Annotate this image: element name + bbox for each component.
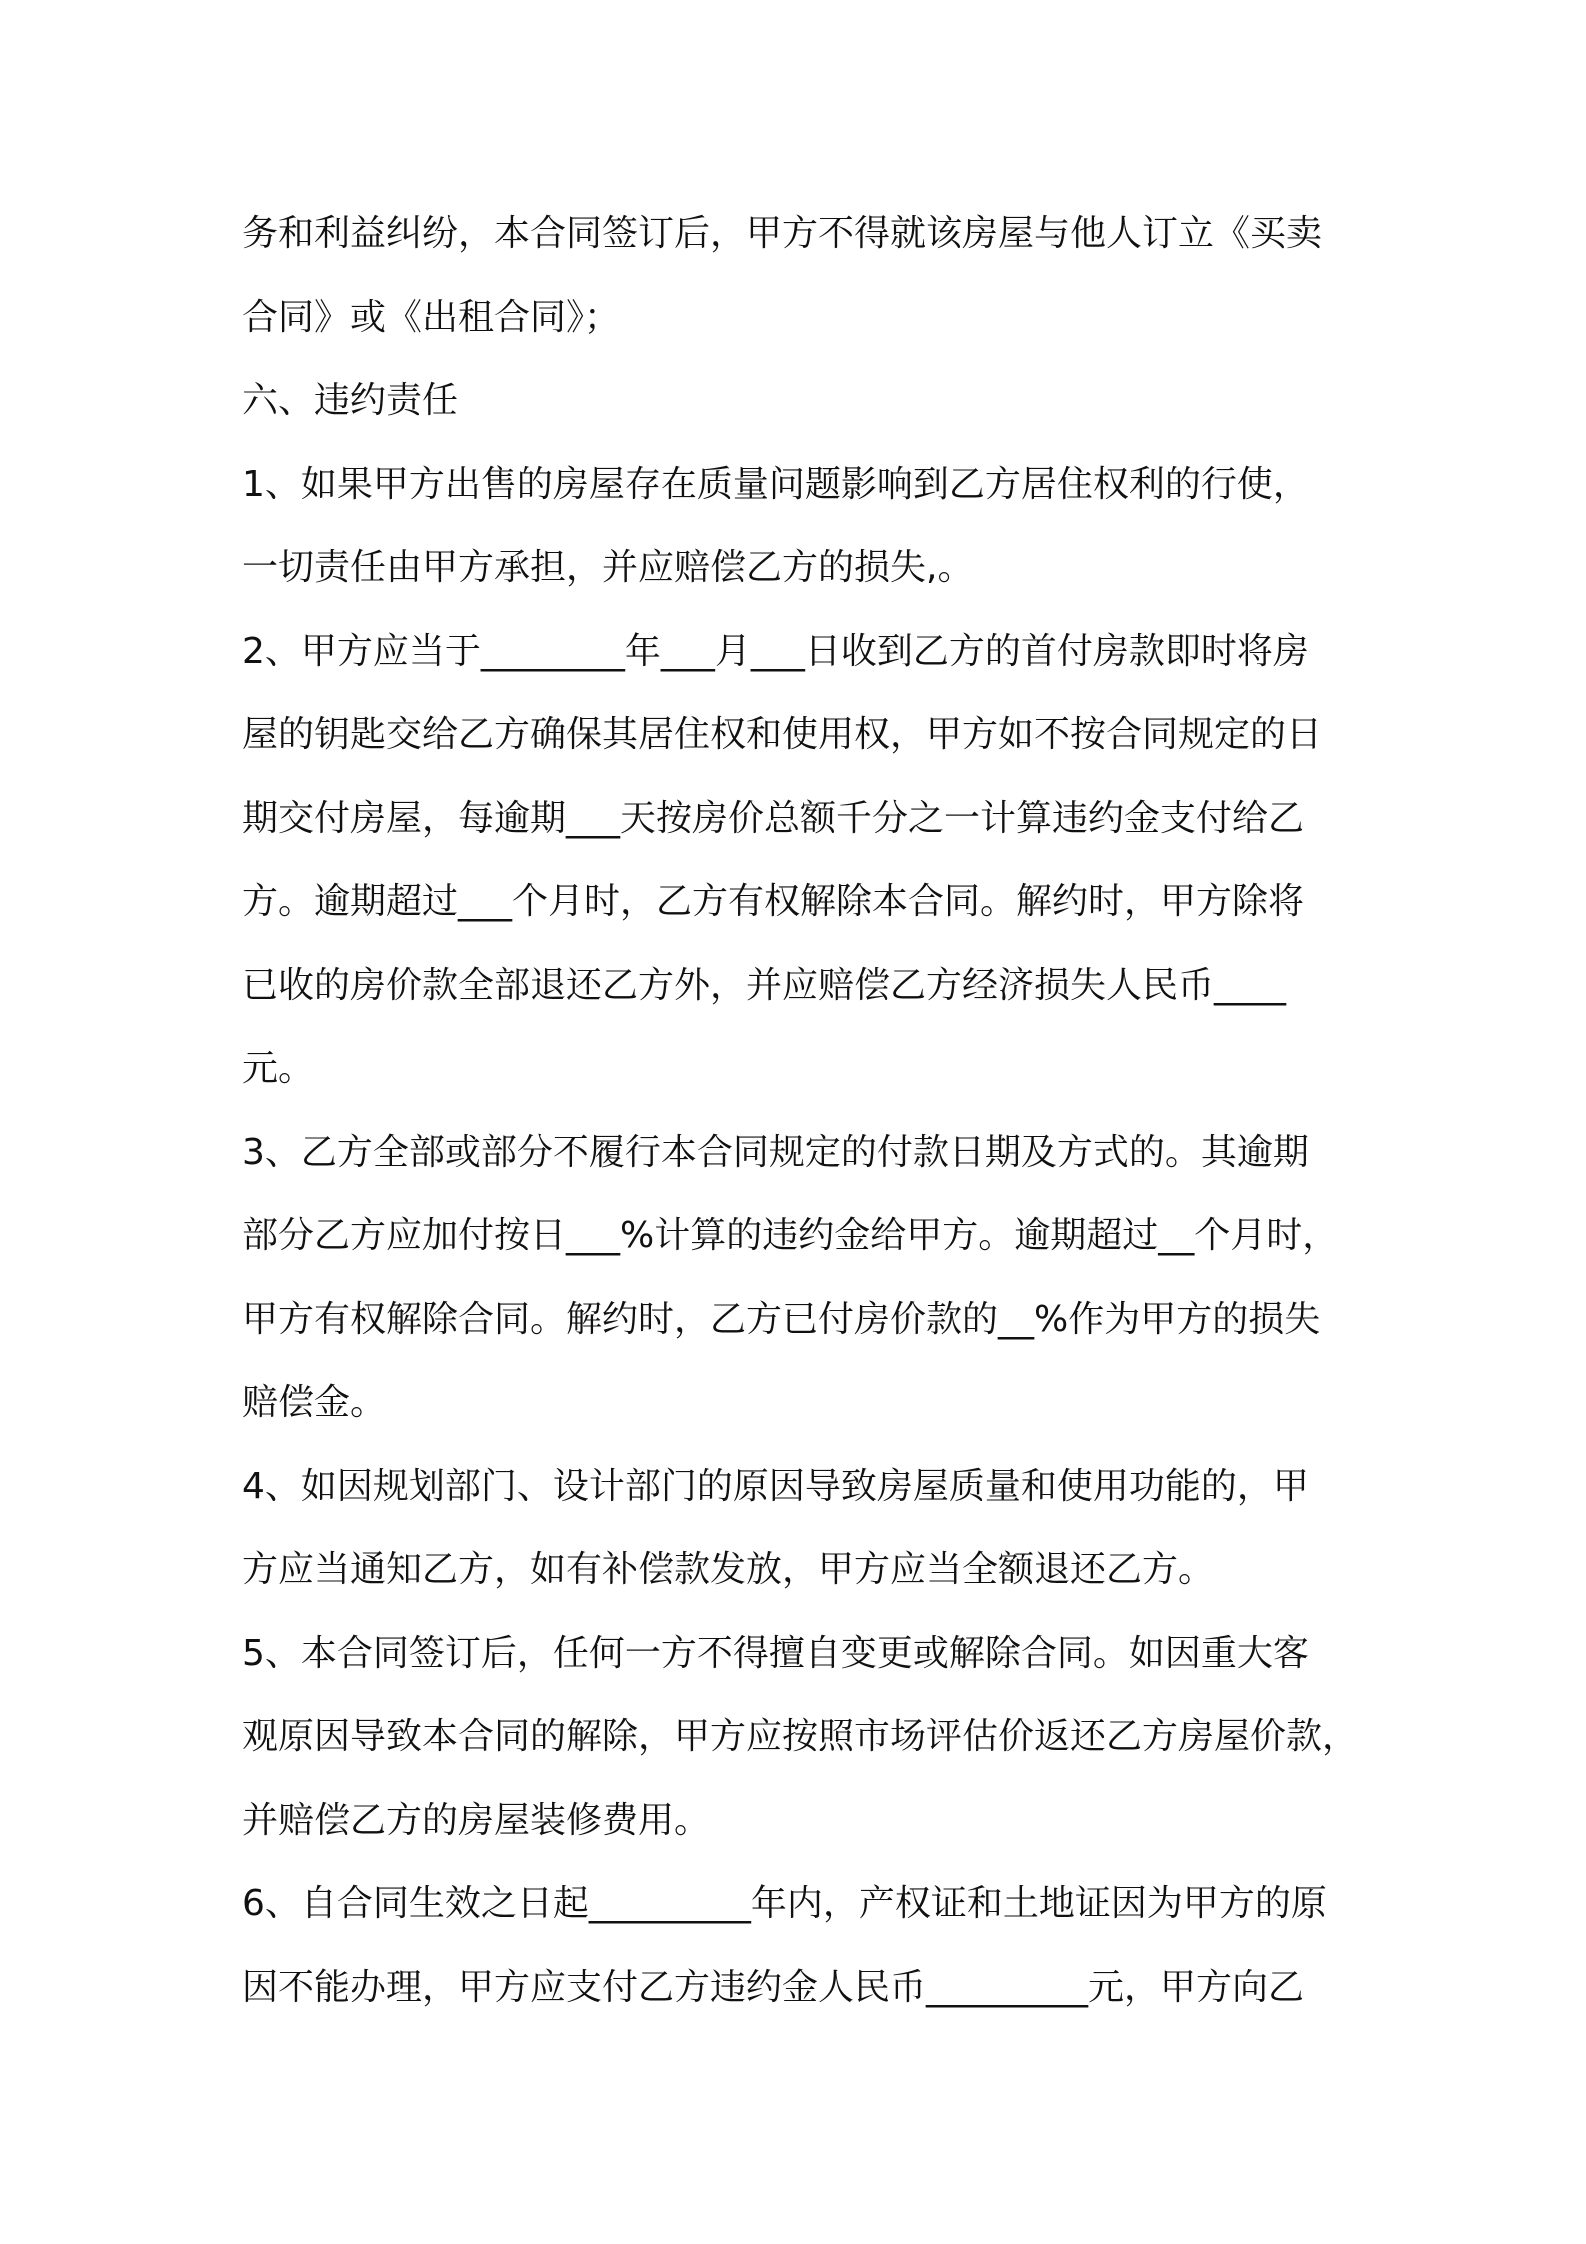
text-line: 一切责任由甲方承担，并应赔偿乙方的损失,。 [242, 547, 974, 588]
text-line: 观原因导致本合同的解除，甲方应按照市场评估价返还乙方房屋价款， [242, 1716, 1359, 1757]
text-line: 3、乙方全部或部分不履行本合同规定的付款日期及方式的。其逾期 [242, 1131, 1309, 1173]
text-line: 因不能办理，甲方应支付乙方违约金人民币_________元，甲方向乙 [242, 1966, 1305, 2008]
text-line: 合同》或《出租合同》； [242, 296, 621, 338]
text-line: 2、甲方应当于________年___月___日收到乙方的首付房款即时将房 [242, 630, 1309, 672]
text-line: 方应当通知乙方，如有补偿款发放，甲方应当全额退还乙方。 [242, 1549, 1215, 1590]
text-line: 方。逾期超过___个月时，乙方有权解除本合同。解约时，甲方除将 [242, 881, 1305, 922]
text-line: 4、如因规划部门、设计部门的原因导致房屋质量和使用功能的，甲 [242, 1465, 1309, 1507]
text-line: 已收的房价款全部退还乙方外，并应赔偿乙方经济损失人民币____ [242, 964, 1287, 1006]
contract-text-block [242, 192, 1387, 2029]
text-line: 部分乙方应加付按日___%计算的违约金给甲方。逾期超过__个月时， [242, 1215, 1339, 1256]
text-line: 5、本合同签订后，任何一方不得擅自变更或解除合同。如因重大客 [242, 1632, 1309, 1674]
text-line: 务和利益纠纷，本合同签订后，甲方不得就该房屋与他人订立《买卖 [242, 213, 1323, 254]
text-line: 期交付房屋，每逾期___天按房价总额千分之一计算违约金支付给乙 [242, 797, 1305, 839]
text-line: 元。 [242, 1048, 315, 1089]
text-line: 并赔偿乙方的房屋装修费用。 [242, 1799, 711, 1841]
text-line: 1、如果甲方出售的房屋存在质量问题影响到乙方居住权利的行使， [242, 463, 1309, 505]
section-heading: 六、违约责任 [242, 380, 459, 421]
text-line: 屋的钥匙交给乙方确保其居住权和使用权，甲方如不按合同规定的日 [242, 714, 1323, 755]
text-line: 6、自合同生效之日起_________年内，产权证和土地证因为甲方的原 [242, 1883, 1327, 1924]
text-line: 赔偿金。 [242, 1382, 387, 1423]
text-line: 甲方有权解除合同。解约时，乙方已付房价款的__%作为甲方的损失 [242, 1298, 1321, 1340]
